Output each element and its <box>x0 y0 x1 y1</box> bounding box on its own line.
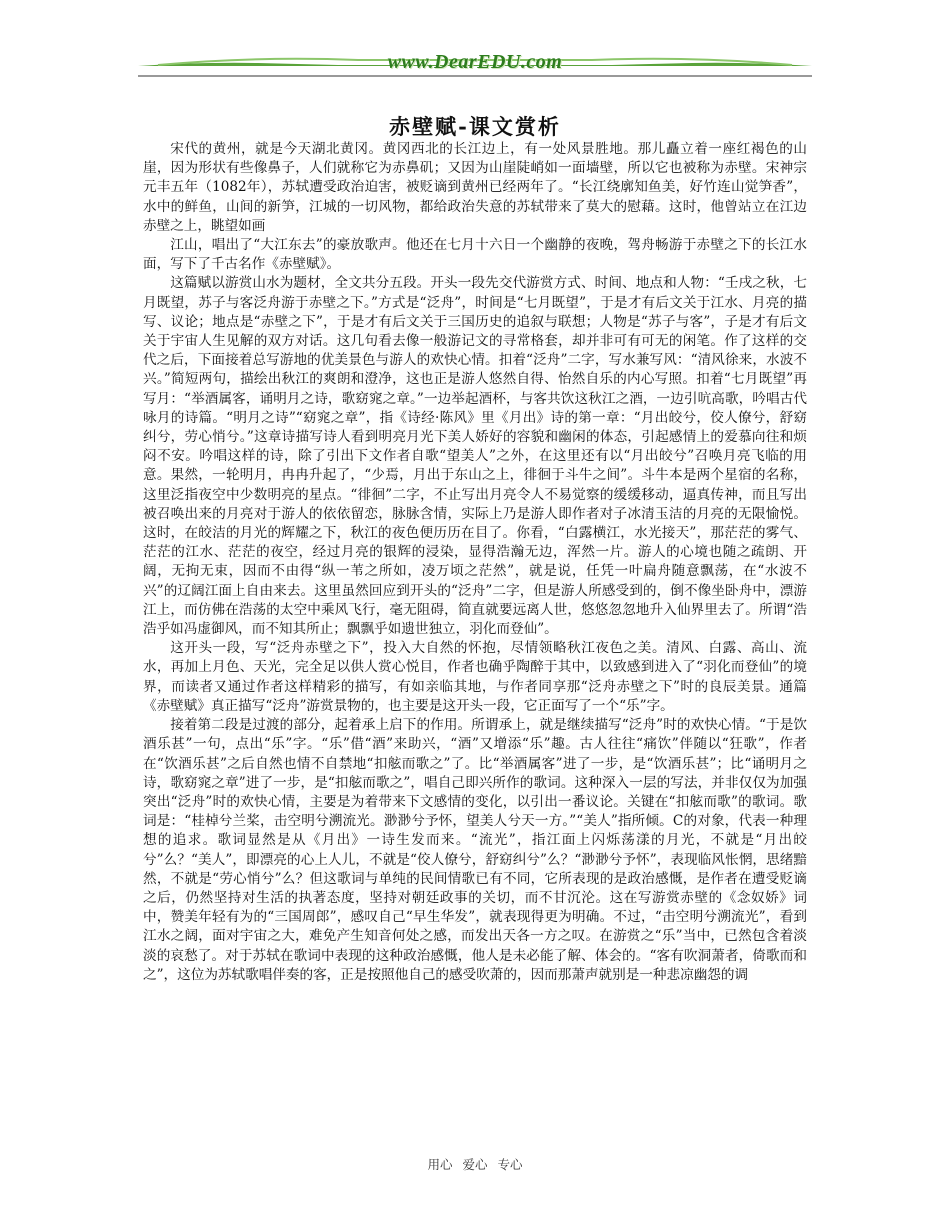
footer-motto-2: 爱心 <box>462 1157 488 1172</box>
footer-motto-1: 用心 <box>427 1157 453 1172</box>
paragraph: 这篇赋以游赏山水为题材，全文共分五段。开头一段先交代游赏方式、时间、地点和人物：“壬戌之秋，七月既望，苏子与客泛舟游于赤壁之下。”方式是“泛舟”，时间是“七月既望”，于是才有后文关于江水、月亮的描写、议论；地点是“赤壁之下”，于是才有后文关于三国历史的追叙与联想；人物是“苏子与客”，子是才有后文关于宇宙人生见解的双方对话。这几句看去像一般游记文的寻常格套，却并非可有可无的闲笔。作了这样的交代之后，下面接着总写游地的优美景色与游人的欢快心情。扣着“泛舟”二字，写水兼写风：“清风徐来，水波不兴。”简短两句，描绘出秋江的爽朗和澄净，这也正是游人悠然自得、怡然自乐的内心写照。扣着“七月既望”再写月：“举酒属客，诵明月之诗，歌窈窕之章。”一边举起酒杯，与客共饮这秋江之酒，一边引吭高歌，吟唱古代咏月的诗篇。“明月之诗”“窈窕之章”，指《诗经·陈风》里《月出》诗的第一章：“月出皎兮，佼人僚兮，舒窈纠兮，劳心悄兮。”这章诗描写诗人看到明亮月光下美人娇好的容貌和幽闲的体态，引起感情上的爱慕向往和烦闷不安。吟唱这样的诗，除了引出下文作者自歌“望美人”之外，在这里还有以“月出皎兮”召唤月亮飞临的用意。果然，一轮明月，冉冉升起了，“少焉，月出于东山之上，徘徊于斗牛之间”。斗牛本是两个星宿的名称，这里泛指夜空中少数明亮的星点。“徘徊”二字，不止写出月亮令人不易觉察的缓缓移动，逼真传神，而且写出被召唤出来的月亮对于游人的依依留恋，脉脉含情，实际上乃是游人即作者对子冰清玉洁的月亮的无限愉悦。这时，在皎洁的月光的辉耀之下，秋江的夜色便历历在目了。你看，“白露横江，水光接天”，那茫茫的雾气、茫茫的江水、茫茫的夜空，经过月亮的银辉的浸染，显得浩瀚无边，浑然一片。游人的心境也随之疏朗、开阔，无拘无束，因而不由得“纵一苇之所如，凌万顷之茫然”，就是说，任凭一叶扁舟随意飘荡，在“水波不兴”的辽阔江面上自由来去。这里虽然回应到开头的“泛舟”二字，但是游人所感受到的，倒不像坐卧舟中，漂游江上，而仿佛在浩荡的太空中乘风飞行，毫无阻碍，简直就要远离人世，悠悠忽忽地升入仙界里去了。所谓“浩浩乎如冯虚御风，而不知其所止；飘飘乎如遗世独立，羽化而登仙”。 <box>143 275 807 638</box>
site-logo[interactable]: www.DearEDU.com <box>387 51 563 73</box>
paragraph: 宋代的黄州，就是今天湖北黄冈。黄冈西北的长江边上，有一处风景胜地。那儿矗立着一座红褐色的山崖，因为形状有些像鼻子，人们就称它为赤鼻矶；又因为山崖陡峭如一面墙壁，所以它也被称为赤壁。宋神宗元丰五年（1082年），苏轼遭受政治迫害，被贬谪到黄州已经两年了。“长江绕廓知鱼美，好竹连山觉笋香”，水中的鲜鱼，山间的新笋，江城的一切风物，都给政治失意的苏轼带来了莫大的慰藉。这时，他曾站立在江边赤壁之上，眺望如画 <box>143 141 807 234</box>
paragraph: 这开头一段，写“泛舟赤壁之下”，投入大自然的怀抱，尽情领略秋江夜色之美。清风、白露、高山、流水，再加上月色、天光，完全足以供人赏心悦目，作者也确乎陶醉于其中，以致感到进入了“羽化而登仙”的境界，而读者又通过作者这样精彩的描写，有如亲临其地，与作者同享那“泛舟赤壁之下”时的良辰美景。通篇《赤壁赋》真正描写“泛舟”游赏景物的，也主要是这开头一段，它正面写了一个“乐”字。 <box>143 640 807 714</box>
footer-motto-3: 专心 <box>497 1157 523 1172</box>
article-body <box>143 140 807 985</box>
site-header <box>138 48 812 80</box>
page-title: 赤壁赋-课文赏析 <box>389 114 561 139</box>
page-footer <box>0 1155 950 1173</box>
paragraph: 江山，唱出了“大江东去”的豪放歌声。他还在七月十六日一个幽静的夜晚，驾舟畅游于赤壁之下的长江水面，写下了千古名作《赤壁赋》。 <box>143 237 807 273</box>
paragraph: 接着第二段是过渡的部分，起着承上启下的作用。所谓承上，就是继续描写“泛舟”时的欢快心情。“于是饮酒乐甚”一句，点出“乐”字。“乐”借“酒”来助兴，“酒”又增添“乐”趣。古人往往“痛饮”伴随以“狂歌”，作者在“饮酒乐甚”之后自然也情不自禁地“扣舷而歌之”了。比“举酒属客”进了一步，是“饮酒乐甚”；比“诵明月之诗，歌窈窕之章”进了一步，是“扣舷而歌之”，唱自己即兴所作的歌词。这种深入一层的写法，并非仅仅为加强突出“泛舟”时的欢快心情，主要是为着带来下文感情的变化，以引出一番议论。关键在“扣舷而歌”的歌词。歌词是：“桂棹兮兰桨，击空明兮溯流光。渺渺兮予怀，望美人兮天一方。”“美人”指所倾。C的对象，代表一种理想的追求。歌词显然是从《月出》一诗生发而来。“流光”，指江面上闪烁荡漾的月光，不就是“月出皎兮”么？“美人”，即漂亮的心上人儿，不就是“佼人僚兮，舒窈纠兮”么？“渺渺兮予怀”，表现临风怅惘，思绪黯然，不就是“劳心悄兮”么？但这歌词与单纯的民间情歌已有不同，它所表现的是政治感慨，是作者在遭受贬谪之后，仍然坚持对生活的执著态度，坚持对朝廷政事的关切，而不甘沉沦。这在写游赏赤壁的《念奴娇》词中，赞美年轻有为的“三国周郎”，感叹自己“早生华发”，就表现得更为明确。不过，“击空明兮溯流光”，看到江水之阔，面对宇宙之大，难免产生知音何处之感，而发出天各一方之叹。在游赏之“乐”当中，已然包含着淡淡的哀愁了。对于苏轼在歌词中表现的这种政治感慨，他人是未必能了解、体会的。“客有吹洞萧者，倚歌而和之”，这位为苏轼歌唱伴奏的客，正是按照他自己的感受吹萧的，因而那萧声就别是一种悲凉幽怨的调 <box>143 717 807 983</box>
